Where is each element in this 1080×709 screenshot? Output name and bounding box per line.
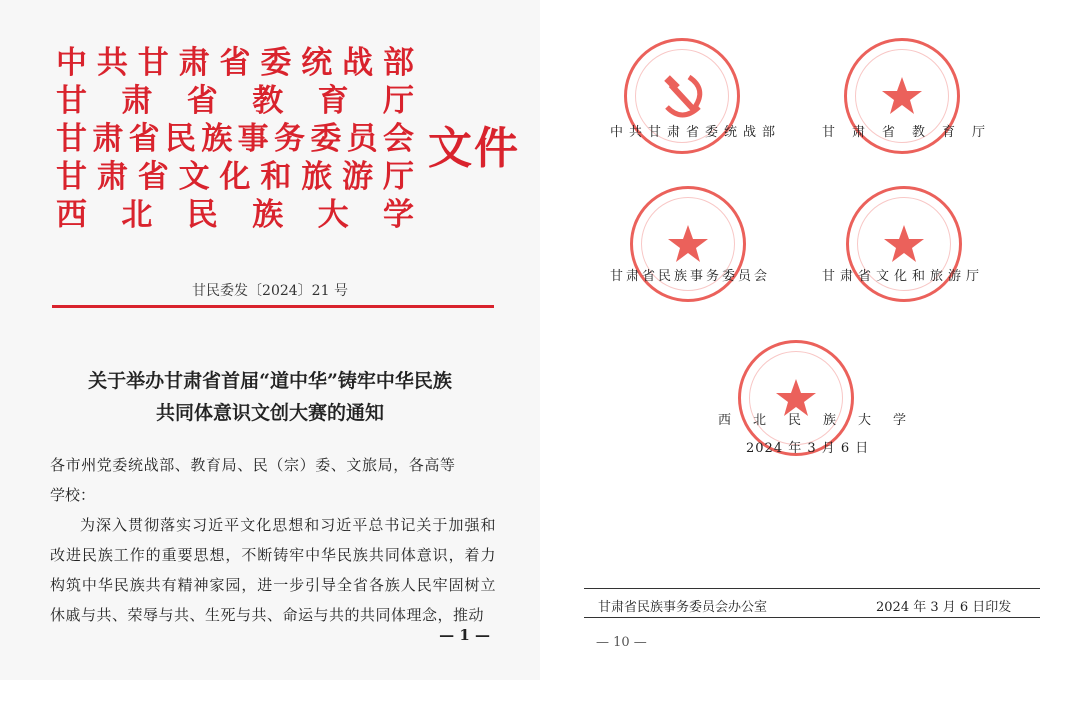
signatory-label: 甘肃省教育厅 — [822, 125, 1003, 140]
document-type-label: 文件 — [428, 123, 520, 174]
issuer-name: 中共甘肃省委统战部 — [56, 45, 416, 81]
issuer-list — [56, 44, 416, 234]
official-seal — [846, 186, 962, 302]
body-paragraph: 为深入贯彻落实习近平文化思想和习近平总书记关于加强和改进民族工作的重要思想，不断铸牢中华民族共同体意识，着力构筑中华民族共有精神家园，进一步引导全省各族人民牢固树立休戚与共、荣辱与共、生死与共、命运与共的共同体理念，推动 — [50, 516, 496, 624]
addressee-line-1: 各市州党委统战部、教育局、民（宗）委、文旅局，各高等 — [50, 456, 456, 474]
red-divider — [52, 305, 494, 308]
footer-rule-top — [584, 588, 1040, 589]
issuer-name: 甘肃省教育厅 — [56, 83, 416, 119]
document-page-10 — [560, 0, 1080, 680]
footer-rule-bottom — [584, 617, 1040, 618]
official-seal — [630, 186, 746, 302]
document-title-line-1: 关于举办甘肃省首届“道中华”铸牢中华民族 — [88, 370, 452, 392]
footer-print-date: 2024 年 3 月 6 日印发 — [876, 600, 1012, 615]
issuer-name: 甘肃省文化和旅游厅 — [56, 159, 416, 195]
document-number: 甘民委发〔2024〕21 号 — [192, 283, 348, 299]
issuer-name: 西北民族大学 — [56, 197, 416, 233]
issuer-name: 甘肃省民族事务委员会 — [56, 121, 416, 157]
signatory-label: 甘肃省民族事务委员会 — [610, 269, 771, 284]
signatory-label: 中共甘肃省委统战部 — [610, 125, 782, 140]
signing-date: 2024 年 3 月 6 日 — [746, 441, 870, 456]
addressee-line-2: 学校： — [50, 486, 96, 504]
signatory-label: 甘肃省文化和旅游厅 — [822, 269, 985, 284]
footer-office: 甘肃省民族事务委员会办公室 — [598, 600, 768, 615]
page-number: — 1 — — [439, 626, 490, 644]
signatory-label: 西北民族大学 — [718, 413, 929, 428]
document-title-line-2: 共同体意识文创大赛的通知 — [155, 402, 384, 424]
document-page-1 — [0, 0, 540, 680]
page-number: — 10 — — [596, 635, 647, 650]
